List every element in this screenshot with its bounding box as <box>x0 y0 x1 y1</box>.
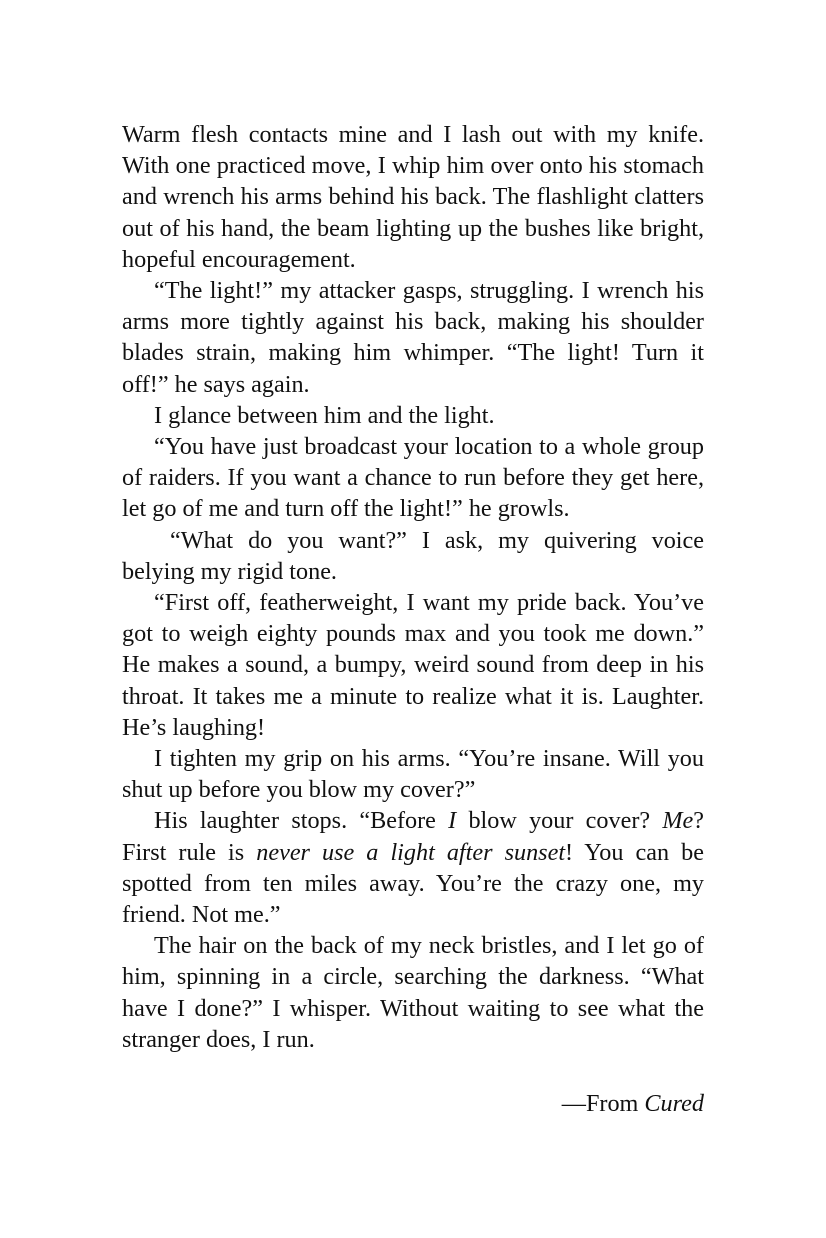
source-attribution <box>122 1088 704 1119</box>
paragraph-7 <box>122 743 704 805</box>
paragraph-3-text: I glance between him and the light. <box>154 401 495 429</box>
paragraph-1-text: Warm flesh contacts mine and I lash out with my knife. With one practiced move, I whip him over onto his stomach and wrench his arms behind his back. The flashlight clatters out of his hand, the beam lighting up the bushes like bright, hopeful encouragement. <box>122 121 704 273</box>
paragraph-8-emphasis-rule: never use a light after sunset <box>256 838 566 866</box>
book-page <box>122 119 704 1119</box>
paragraph-4-text: “You have just broadcast your location to a whole group of raiders. If you want a chance to run before they get here, let go of me and turn off the light!” he growls. <box>122 433 704 523</box>
paragraph-8-segment-1: His laughter stops. “Before <box>154 807 449 835</box>
paragraph-6-text: “First off, featherweight, I want my pride back. You’ve got to weigh eighty pounds max and you took me down.” He makes a sound, a bumpy, weird sound from deep in his throat. It takes me a minute to realize what it is. Laughter. He’s laughing! <box>122 589 704 741</box>
paragraph-8-segment-5: ? First rule is <box>122 807 704 866</box>
paragraph-8-segment-3: blow your cover? <box>456 807 663 835</box>
paragraph-5-text: “What do you want?” I ask, my quivering voice belying my rigid tone. <box>122 526 704 585</box>
paragraph-2-text: “The light!” my attacker gasps, struggling. I wrench his arms more tightly against his back, making his shoulder blades strain, making him whimper. “The light! Turn it off!” he says again. <box>122 277 704 398</box>
paragraph-1 <box>122 119 704 275</box>
paragraph-9 <box>122 930 704 1055</box>
paragraph-7-text: I tighten my grip on his arms. “You’re insane. Will you shut up before you blow my cover?” <box>122 745 704 804</box>
book-title: Cured <box>644 1090 704 1118</box>
paragraph-5 <box>122 525 704 587</box>
paragraph-8 <box>122 805 704 930</box>
paragraph-3 <box>122 400 704 431</box>
paragraph-8-segment-7: ! You can be spotted from ten miles away. You’re the crazy one, my friend. Not me.” <box>122 838 704 929</box>
paragraph-6 <box>122 587 704 743</box>
paragraph-4 <box>122 431 704 525</box>
paragraph-8-emphasis-me: Me <box>662 807 694 835</box>
paragraph-9-text: The hair on the back of my neck bristles, and I let go of him, spinning in a circle, searching the darkness. “What have I done?” I whisper. Without waiting to see what the stranger does, I run. <box>122 932 704 1053</box>
paragraph-8-emphasis-i: I <box>448 807 457 835</box>
attribution-prefix: —From <box>561 1090 645 1118</box>
paragraph-2 <box>122 275 704 400</box>
